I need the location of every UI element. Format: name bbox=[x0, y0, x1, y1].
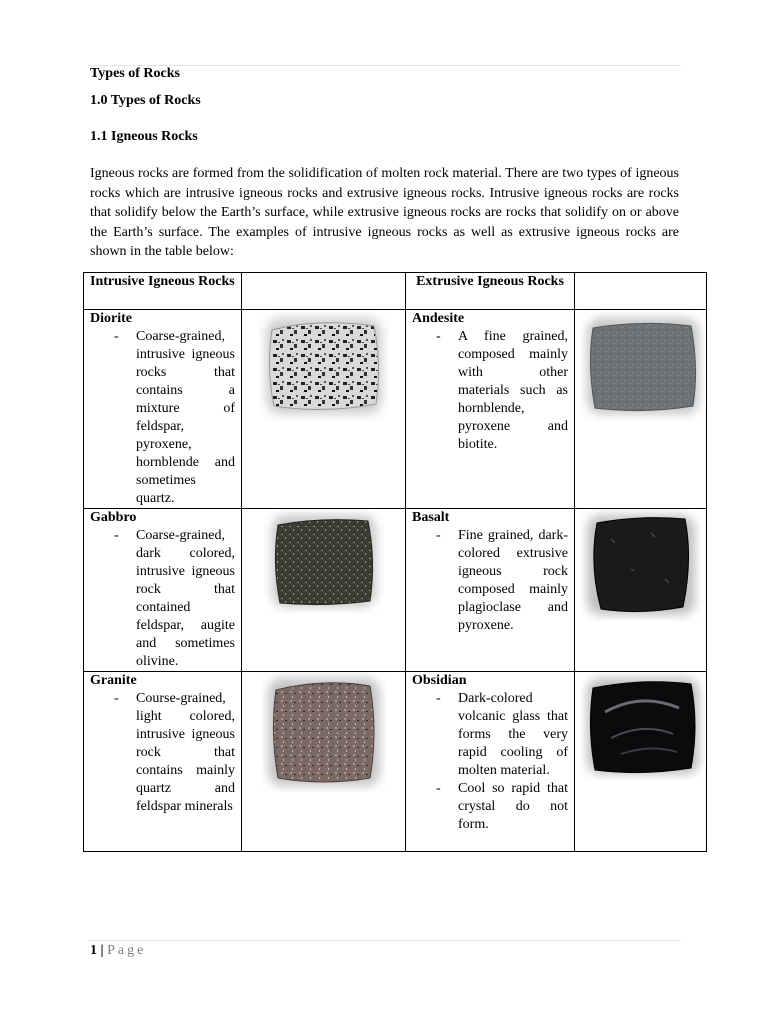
header-extrusive: Extrusive Igneous Rocks bbox=[406, 273, 575, 310]
image-cell bbox=[242, 509, 406, 672]
rock-name-andesite: Andesite bbox=[412, 311, 465, 326]
header-blank bbox=[242, 273, 406, 310]
intrusive-cell: Gabbro - Coarse-grained, dark colored, intrusive igneous rock that contained feldspar, augite and sometimes olivine. bbox=[84, 509, 242, 672]
image-cell bbox=[575, 310, 707, 509]
image-cell bbox=[242, 672, 406, 852]
image-cell bbox=[575, 509, 707, 672]
extrusive-cell: Andesite - A fine grained, composed mainly with other materials such as hornblende, pyroxene and biotite. bbox=[406, 310, 575, 509]
extrusive-cell: Basalt - Fine grained, dark-colored extrusive igneous rock composed mainly plagioclase and pyroxene. bbox=[406, 509, 575, 672]
table-row bbox=[84, 509, 707, 672]
page-footer bbox=[90, 943, 146, 959]
table-header-row bbox=[84, 273, 707, 310]
diorite-rock-photo bbox=[248, 310, 399, 422]
andesite-rock-photo bbox=[581, 310, 700, 422]
image-cell bbox=[575, 672, 707, 852]
rock-name-diorite: Diorite bbox=[90, 311, 132, 326]
section-heading: 1.0 Types of Rocks bbox=[90, 93, 201, 108]
obsidian-rock-photo bbox=[581, 672, 700, 780]
gabbro-rock-photo bbox=[248, 509, 399, 613]
rock-name-gabbro: Gabbro bbox=[90, 510, 137, 525]
footer-separator: | bbox=[100, 943, 104, 958]
rock-types-table bbox=[83, 272, 707, 852]
intro-paragraph: Igneous rocks are formed from the solidification of molten rock material. There are two types of igneous rocks which are intrusive igneous rocks and extrusive igneous rocks. Intrusive igneous rocks are rocks that solidify below the Earth’s surface, while extrusive igneous rocks are rocks that solidify on or above the Earth’s surface. The examples of intrusive igneous rocks as well as extrusive igneous rocks are shown in the table below: bbox=[90, 166, 679, 259]
footer-rule bbox=[88, 940, 681, 941]
granite-rock-photo bbox=[248, 672, 399, 792]
extrusive-cell: Obsidian - Dark-colored volcanic glass that forms the very rapid cooling of molten material. - Cool so rapid that crystal do not form. bbox=[406, 672, 575, 852]
table-row bbox=[84, 310, 707, 509]
image-cell bbox=[242, 310, 406, 509]
rock-description: A fine grained, composed mainly with other materials such as hornblende, pyroxene and biotite. bbox=[458, 329, 568, 452]
document-title: Types of Rocks bbox=[90, 66, 180, 81]
rock-description: Coarse-grained, dark colored, intrusive igneous rock that contained feldspar, augite and sometimes olivine. bbox=[136, 528, 235, 669]
rock-description-extra: Cool so rapid that crystal do not form. bbox=[458, 781, 568, 832]
rock-name-granite: Granite bbox=[90, 673, 137, 688]
rock-name-basalt: Basalt bbox=[412, 510, 450, 525]
rock-description: Dark-colored volcanic glass that forms the very rapid cooling of molten material. bbox=[458, 691, 568, 778]
rock-description: Course-grained, light colored, intrusive igneous rock that contains mainly quartz and feldspar minerals bbox=[136, 691, 235, 814]
rock-description: Coarse-grained, intrusive igneous rocks that contains a mixture of feldspar, pyroxene, hornblende and sometimes quartz. bbox=[136, 329, 235, 506]
rock-name-obsidian: Obsidian bbox=[412, 673, 467, 688]
header-intrusive: Intrusive Igneous Rocks bbox=[84, 273, 242, 310]
subsection-heading: 1.1 Igneous Rocks bbox=[90, 129, 198, 144]
basalt-rock-photo bbox=[581, 509, 700, 621]
page-label: Page bbox=[107, 943, 147, 958]
header-blank bbox=[575, 273, 707, 310]
intrusive-cell: Granite - Course-grained, light colored, intrusive igneous rock that contains mainly quartz and feldspar minerals bbox=[84, 672, 242, 852]
page-number: 1 bbox=[90, 943, 97, 958]
table-row bbox=[84, 672, 707, 852]
intrusive-cell: Diorite - Coarse-grained, intrusive igneous rocks that contains a mixture of feldspar, pyroxene, hornblende and sometimes quartz. bbox=[84, 310, 242, 509]
rock-description: Fine grained, dark-colored extrusive igneous rock composed mainly plagioclase and pyroxene. bbox=[458, 528, 568, 633]
